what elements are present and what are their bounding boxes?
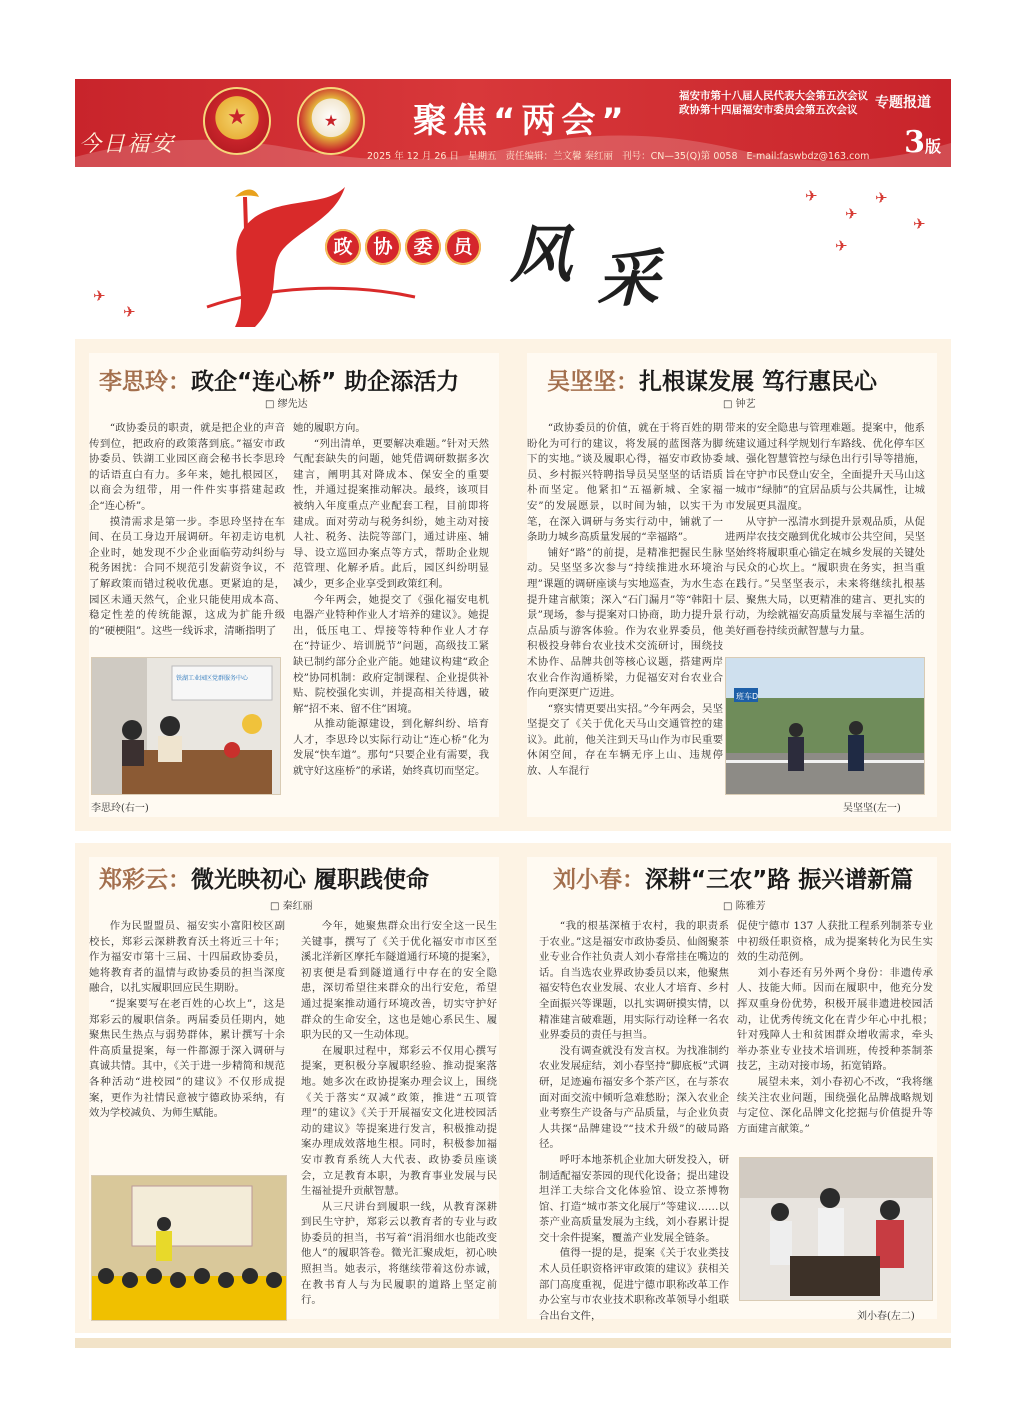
article-column-2: [725, 421, 925, 639]
photo-caption: 刘小春(左二): [857, 1311, 915, 1322]
issn-number: 刊号：CN—35(Q)第 0058: [622, 151, 738, 162]
article-column-1: [527, 421, 723, 780]
article-author: □ 钟艺: [723, 395, 756, 410]
hero-badge-4: 员: [445, 229, 481, 265]
paragraph: 铺好“路”的前提，是精准把握民生脉动。吴坚坚多次参与“持续推进水环境治理”课题的调研座谈与实地巡查，为水生态提升建言献策；深入“石门漏月”等“韩阳十景”现场，参与提案对口协商，助力提升景点品质与游客体验。作为农业界委员，他积极投身韩台农业技术交流研讨，围绕技术协作、品牌共创等核心议题，搭建两岸农业合作沟通桥梁，力促福安对台农业合作向更深更广迈进。: [527, 546, 723, 700]
bird-icon: ✈: [805, 187, 818, 205]
article-headline: [547, 363, 877, 396]
paragraph: 展望未来，刘小春初心不改，“我将继续关注农业问题，围绕强化品牌战略规划与定位、深化品牌文化挖掘与价值提升等方面建言献策。”: [737, 1075, 933, 1135]
issue-date: 2025 年 12 月 26 日: [367, 151, 459, 162]
photo-classroom: [92, 1176, 287, 1321]
hero-badge-3: 委: [405, 229, 441, 265]
bird-icon: ✈: [875, 189, 888, 207]
paragraph: “我的根基深植于农村，我的职责系于农业。”这是福安市政协委员、仙阁聚茶业专业合作社负责人刘小春常挂在嘴边的话。自当选农业界政协委员以来，他聚焦福安特色农业发展、农业人才培育、乡村全面振兴等课题，以扎实调研摸实情，以精准建言破难题，用实际行动诠释一名农业界委员的责任与担当。: [539, 920, 729, 1042]
photo-wu: [725, 657, 925, 795]
article-title: 微光映初心 履职践使命: [191, 867, 430, 893]
paragraph: “提案要写在老百姓的心坎上”，这是郑彩云的履职信条。两届委员任期内，她聚焦民生热点与弱势群体，累计撰写十余件高质量提案，每一件都源于深入调研与真诚共情。其中，《关于进一步精简和规范各种活动“进校园”的建议》不仅形成提案，更作为社情民意被宁德政协采纳，有效为学校减负、为师生赋能。: [89, 997, 285, 1120]
meeting-names: [679, 89, 868, 117]
national-emblem-icon: ★: [203, 87, 271, 155]
photo-sign-text: 班车D: [736, 692, 759, 701]
issue-weekday: 星期五: [467, 151, 497, 162]
bird-icon: ✈: [123, 303, 136, 321]
paragraph: “政协委员的职责，就是把企业的声音传到位，把政府的政策落到底。”福安市政协委员、铁湖工业园区商会秘书长李思玲的话语直白有力。多年来，她扎根园区，以商会为纽带，用一件件实事搭建起政企“连心桥”。: [89, 422, 285, 512]
photo-li: [91, 657, 281, 795]
cppcc-emblem-icon: ★: [297, 87, 365, 155]
paragraph: 她的履职方向。: [293, 422, 366, 434]
masthead-logo-text: 今日福安: [79, 132, 176, 157]
paragraph: 摸清需求是第一步。李思玲坚持在车间、在员工身边开展调研。年初走访电机企业时，她发现不少企业面临劳动纠纷与税务困扰：合同不规范引发薪资争议，不了解政策而错过税收优惠。更紧迫的是，园区未通天然气，企业只能使用成本高、稳定性差的传统能源，这成为扩能升级的“硬梗阻”。这些一线诉求，清晰指明了: [89, 515, 285, 637]
special-report-label: 专题报道: [875, 95, 931, 111]
paragraph: 从守护一泓清水到提升景观品质，从促进两岸农技交融到优化城市公共空间，吴坚坚始终将履职重心锚定在城乡发展的关键处与民众的心坎上。“履职贵在务实，担当重在践行。”吴坚坚表示，未来将继续扎根基层、聚焦大局，以更精准的建言、更扎实的行动，为绘就福安高质量发展与幸福生活的美好画卷持续贡献智慧与力量。: [725, 515, 925, 637]
paragraph: “列出清单，更要解决难题。”针对天然气配套缺失的问题，她凭借调研数据多次建言，阐明其对降成本、保安全的重要性，并通过提案推动解决。最终，该项目被纳入年度重点产业配套工程，目前即将建成。面对劳动与税务纠纷，她主动对接人社、税务、法院等部门，通过讲座、辅导、设立巡回办案点等方式，帮助企业规范管理、化解矛盾。此后，园区纠纷明显减少，更多企业享受到政策红利。: [293, 437, 489, 590]
article-panel-liu: [513, 843, 951, 1333]
hero-title-char-2: 采: [597, 242, 660, 315]
article-column-1: [89, 919, 285, 1122]
bird-icon: ✈: [93, 287, 106, 305]
photo-road-inspection: [726, 658, 925, 795]
photo-caption: 李思玲(右一): [91, 803, 149, 814]
member-name: 李思玲：: [99, 369, 191, 395]
article-title: 政企“连心桥” 助企添活力: [191, 369, 460, 395]
article-column-2: [301, 919, 497, 1309]
article-author: □ 秦红丽: [270, 897, 313, 912]
photo-zheng: [91, 1175, 287, 1321]
paragraph: 今年，她聚焦群众出行安全这一民生关键事，撰写了《关于优化福安市市区至溪北洋新区摩托车隧道通行环境的提案》，初衷便是看到隧道通行中存在的安全隐患，深切希望往来群众的出行安危，希望通过提案推动通行环境改善，切实守护好群众的生命安全，这也是她心系民生、履职为民的又一生动体现。: [301, 920, 497, 1042]
page-number: [904, 125, 941, 160]
masthead-banner: [75, 79, 951, 167]
hero-badge-1: 政: [325, 229, 361, 265]
paragraph: 值得一提的是，提案《关于农业类技术人员任职资格评审政策的建议》获相关部门高度重视，促进宁德市职称改革工作办公室与市农业技术职称改革领导小组联合出台文件，: [539, 1247, 729, 1322]
article-column-2: [293, 421, 489, 780]
paragraph: “政协委员的价值，就在于将百姓的期盼化为可行的建议，将发展的蓝图落为脚下的实地。”谈及履职心得，福安市政协委员、乡村振兴特聘指导员吴坚坚的话语质朴而坚定。他紧扣“五福新城、全家福安”的发展愿景，以时间为轴，以实干为笔，在深入调研与务实行动中，铺就了一条助力城乡高质量发展的“幸福路”。: [527, 422, 723, 544]
article-author: □ 陈雅芳: [723, 897, 766, 912]
paragraph: 在履职过程中，郑彩云不仅用心撰写提案，更积极分享履职经验、推动提案落地。她多次在政协提案办理会议上，围绕《关于落实“双减”政策，推进“五项管理”的建议》《关于开展福安文化进校园活动的建议》等提案进行发言，积极推动提案办理成效落地生根。同时，积极参加福安市教育系统人大代表、政协委员座谈会，立足教育本职，为教育事业发展与民生福祉提升贡献智慧。: [301, 1044, 497, 1198]
photo-sign-text: 铁湖工业园区党群服务中心: [176, 675, 249, 682]
member-name: 吴坚坚：: [547, 369, 639, 395]
article-title: 扎根谋发展 笃行惠民心: [639, 369, 878, 395]
paragraph: 促使宁德市 137 人获批工程系列制茶专业中初级任职资格，成为提案转化为民生实效的生动范例。: [737, 920, 933, 964]
article-panel-wu: [513, 339, 951, 831]
article-column-1: [539, 919, 729, 1324]
article-author: □ 缪先达: [265, 395, 308, 410]
hero-title-char-1: 风: [510, 218, 573, 291]
meeting-line-2: 政协第十四届福安市委员会第五次会议: [679, 104, 858, 116]
page-number-unit: 版: [924, 137, 941, 156]
paragraph: 刘小春还有另外两个身份：非遗传承人、技能大师。因而在履职中，他充分发挥双重身份优势，积极开展非遗进校园活动，让优秀传统文化在青少年心中扎根；针对残障人士和贫困群众增收需求，牵头举办茶业专业技术培训班，传授种茶制茶技艺，主动对接市场，拓宽销路。: [737, 966, 933, 1073]
article-column-1: [89, 421, 285, 639]
paragraph: 呼吁本地茶机企业加大研发投入，研制适配福安茶园的现代化设备；提出建设坦洋工夫综合文化体验馆、设立茶博物馆、打造“城市茶文化展厅”等建议……以茶产业高质量发展为主线，刘小春累计提交十余件提案，覆盖产业发展全链条。: [539, 1153, 729, 1244]
article-column-2: [737, 919, 933, 1137]
bird-icon: ✈: [845, 205, 858, 223]
bird-icon: ✈: [913, 215, 926, 233]
photo-tea-training: [740, 1158, 933, 1301]
paragraph: 从推动能源建设，到化解纠纷、培育人才，李思玲以实际行动让“连心桥”化为发展“快车道”。那句“只要企业有需要，我就守好这座桥”的承诺，始终真切而坚定。: [293, 718, 489, 778]
bird-icon: ✈: [835, 237, 848, 255]
masthead-info-line: [367, 148, 875, 162]
article-title: 深耕“三农”路 振兴谱新篇: [645, 867, 914, 893]
photo-liu: [739, 1157, 933, 1301]
responsible-editors: 责任编辑：兰文馨 秦红丽: [505, 151, 614, 162]
photo-office-meeting: [92, 658, 281, 795]
masthead-title: 聚焦“两会”: [413, 101, 630, 141]
hero-badge-2: 协: [365, 229, 401, 265]
paragraph: 作为民盟盟员、福安实小富阳校区副校长，郑彩云深耕教育沃土将近三十年；作为福安市第十三届、十四届政协委员，她将教育者的温情与政协委员的担当深度融合，以扎实履职回应民生期盼。: [89, 920, 285, 995]
photo-caption: 吴坚坚(左一): [843, 803, 901, 814]
member-name: 刘小春：: [553, 867, 645, 893]
paragraph: 带来的安全隐患与管理难题。提案中，他系统建议通过科学规划行车路线、优化停车区域、强化智慧管控与绿色出行引导等措施，旨在守护市民登山安全，全面提升天马山这一城市“绿肺”的宜居品质与公共属性，让城市发展更具温度。: [725, 422, 925, 512]
member-name: 郑彩云：: [99, 867, 191, 893]
bottom-rule: [75, 1338, 951, 1348]
article-headline: [99, 861, 429, 894]
contact-email: E-mail:faswbdz@163.com: [746, 151, 870, 162]
section-hero: [75, 167, 951, 339]
article-panel-li: [75, 339, 513, 831]
article-headline: [553, 861, 913, 894]
paragraph: 从三尺讲台到履职一线，从教育深耕到民生守护，郑彩云以教育者的专业与政协委员的担当，书写着“涓涓细水也能改变他人”的履职答卷。微光汇聚成炬，初心映照担当。她表示，将继续带着这份赤诚，在教书育人与为民履职的道路上坚定前行。: [301, 1200, 497, 1307]
article-headline: [99, 363, 459, 396]
paragraph: 没有调查就没有发言权。为找准制约农业发展症结，刘小春坚持“脚底板”式调研，足迹遍布福安多个茶产区，在与茶农面对面交流中倾听急难愁盼；深入农业企业考察生产设备与产品质量，与企业负责人共探“品牌建设”“技术升级”的破局路径。: [539, 1044, 729, 1151]
paragraph: 今年两会，她提交了《强化福安电机电器产业特种作业人才培养的建议》。她提出，低压电工、焊接等特种作业人才存在“持证少、培训脱节”问题，高级技工紧缺已制约部分企业产能。她建议构建“政企校”协同机制：政府定制课程、企业提供补贴、院校强化实训，并提高相关待遇，破解“招不来、留不住”困境。: [293, 593, 489, 715]
meeting-line-1: 福安市第十八届人民代表大会第五次会议: [679, 90, 868, 102]
paragraph: “察实情更要出实招。”今年两会，吴坚坚提交了《关于优化天马山交通管控的建议》。此前，他关注到天马山作为市民重要休闲空间，存在车辆无序上山、违规停放、人车混行: [527, 702, 723, 778]
article-panel-zheng: [75, 843, 513, 1333]
page-number-value: 3: [904, 125, 925, 160]
